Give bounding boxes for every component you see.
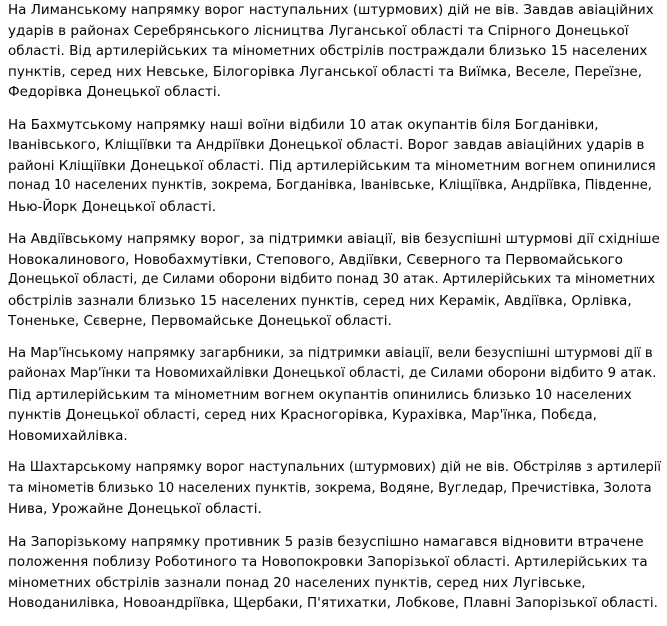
text-line: На Шахтарському напрямку ворог наступальних (штурмових) дій не вів. Обстріляв з артилерії bbox=[8, 460, 661, 475]
text-line: На Лиманському напрямку ворог наступальних (штурмових) дій не вів. Завдав авіаційних bbox=[8, 2, 654, 18]
text-line: На Авдіївському напрямку ворог, за підтримки авіації, вів безуспішні штурмові дії східніше bbox=[8, 231, 660, 247]
text-line: районі Кліщіївки Донецької області. Під артилерійським та мінометним вогнем опинилися bbox=[8, 157, 656, 174]
text-line: Під артилерійським та мінометним вогнем окупантів опинились близько 10 населених bbox=[8, 386, 632, 403]
text-line: Новомихайлівка. bbox=[8, 427, 128, 444]
text-line: На Бахмутському напрямку наші воїни відбили 10 атак окупантів біля Богданівки, bbox=[8, 116, 599, 133]
paragraph-bakhmut bbox=[8, 115, 658, 218]
paragraph-zaporizhzhia bbox=[8, 532, 658, 614]
text-line: Тоненьке, Сєверне, Первомайське Донецької області. bbox=[8, 313, 392, 329]
text-line: Новокалинового, Новобахмутівки, Степового, Авдіївки, Сєверного та Первомайського bbox=[8, 251, 623, 268]
text-line: районах Мар'їнки та Новомихайлівки Донецької області, де Силами оборони відбито 9 атак. bbox=[8, 366, 657, 381]
text-line: Донецької області, де Силами оборони відбито понад 30 атак. Артилерійських та мінометних bbox=[8, 272, 656, 287]
text-line: Новоданилівка, Новоандріївка, Щербаки, П'ятихатки, Лобкове, Плавні Запорізької області. bbox=[8, 595, 658, 611]
text-line: обстрілів зазнали близько 15 населених пунктів, серед них Керамік, Авдіївка, Орлівка, bbox=[8, 292, 632, 309]
text-line: положення поблизу Роботиного та Новопокровки Запорізької області. Артилерійських та bbox=[8, 554, 648, 570]
text-line: На Запорізькому напрямку противник 5 разів безуспішно намагався відновити втрачене bbox=[8, 533, 644, 550]
paragraph-avdiivka bbox=[8, 229, 658, 332]
text-line: Федорівка Донецької області. bbox=[8, 84, 221, 100]
paragraph-marinka bbox=[8, 344, 658, 447]
text-line: пунктів Донецької області, серед них Красногорівка, Курахівка, Мар'їнка, Побєда, bbox=[8, 407, 597, 423]
paragraph-lyman bbox=[8, 0, 658, 103]
text-line: На Мар'їнському напрямку загарбники, за підтримки авіації, вели безуспішні штурмові дії в bbox=[8, 345, 653, 361]
text-line: та мінометів близько 10 населених пунктів, зокрема, Водяне, Вугледар, Пречистівка, Золота bbox=[8, 480, 652, 496]
text-line: Іванівського, Кліщіївки та Андріївки Донецької області. Ворог завдав авіаційних ударів в bbox=[8, 137, 645, 153]
post-text bbox=[8, 0, 661, 626]
text-line: пунктів, серед них Невське, Білогорівка Луганської області та Виїмка, Веселе, Переїзне, bbox=[8, 63, 643, 80]
text-line: ударів в районах Серебрянського лісництва Луганської області та Спірного Донецької bbox=[8, 22, 629, 39]
text-line: Нью-Йорк Донецької області. bbox=[8, 198, 217, 215]
paragraph-shakhtarsk bbox=[8, 458, 661, 520]
text-line: Нива, Урожайне Донецької області. bbox=[8, 501, 262, 517]
text-line: мінометних обстрілів зазнали понад 20 населених пунктів, серед них Лугівське, bbox=[8, 574, 586, 591]
text-line: області. Від артилерійських та мінометних обстрілів постраждали близько 15 населених bbox=[8, 43, 648, 59]
text-line: понад 10 населених пунктів, зокрема, Богданівка, Іванівське, Кліщіївка, Андріївка, Південне, bbox=[8, 178, 652, 193]
